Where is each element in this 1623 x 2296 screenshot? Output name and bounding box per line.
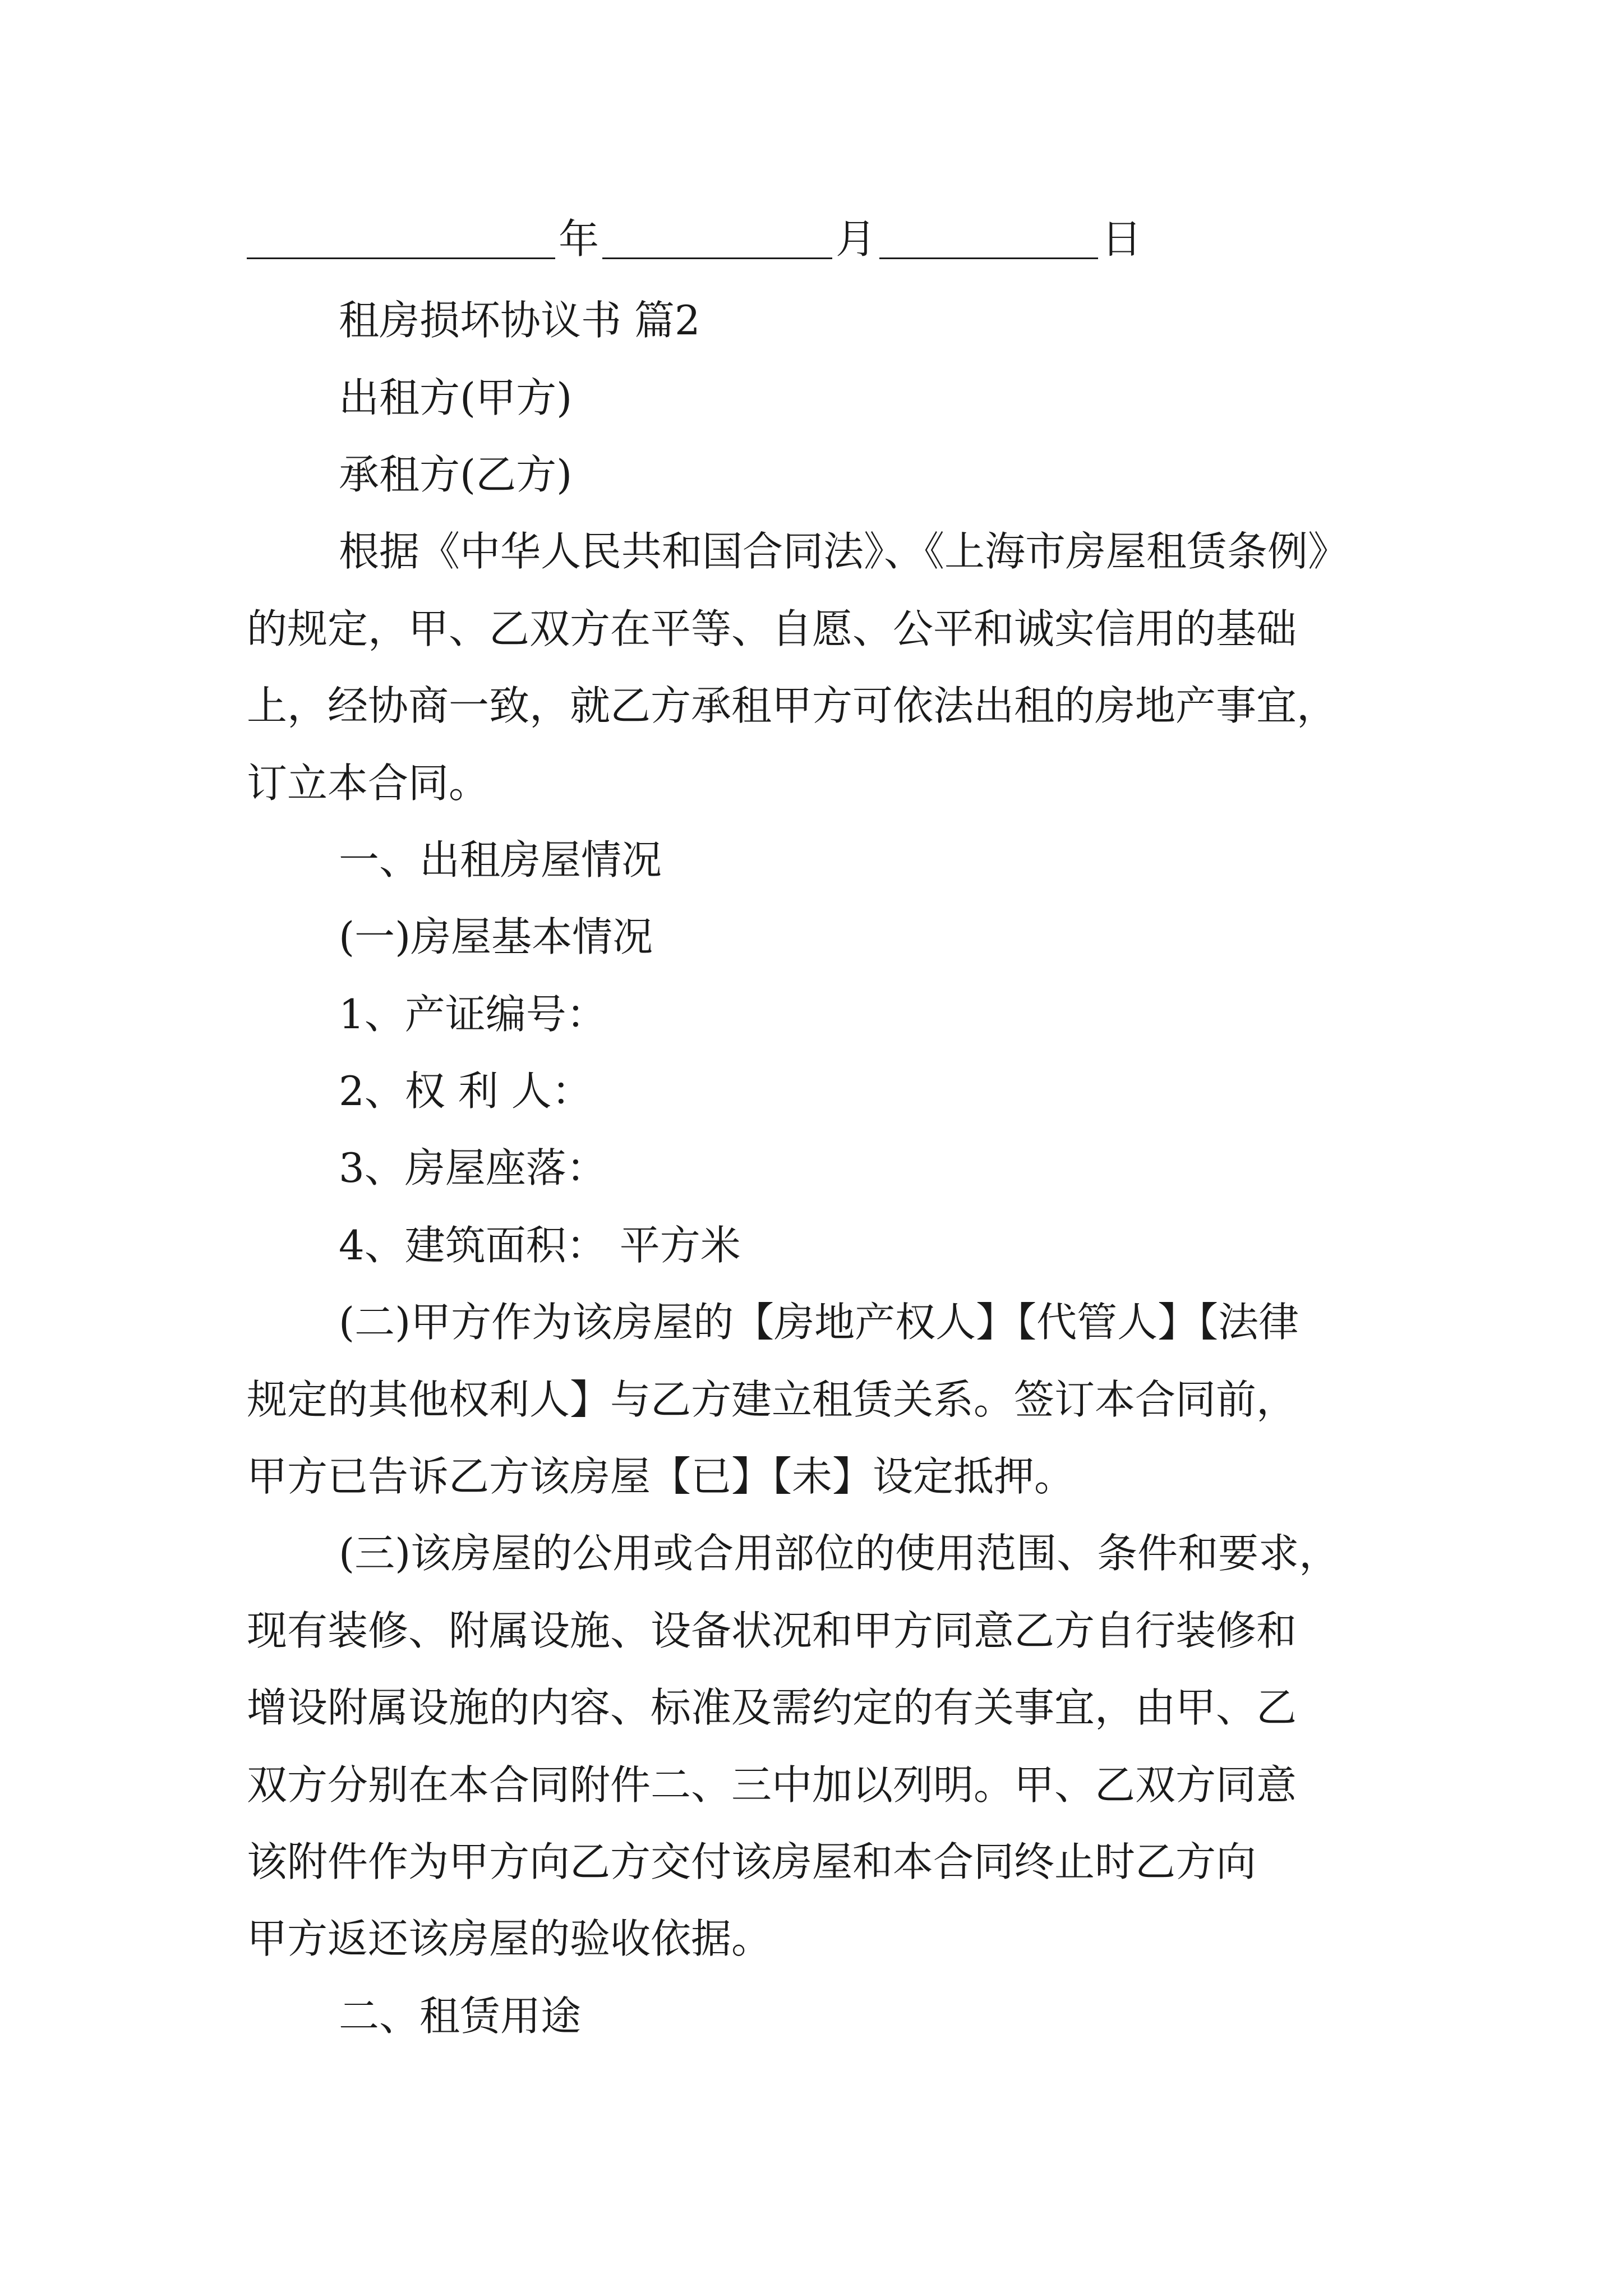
paragraph-line: 双方分别在本合同附件二、三中加以列明。甲、乙双方同意 (247, 1761, 1297, 1809)
paragraph-line: (二)甲方作为该房屋的【房地产权人】【代管人】【法律 (339, 1299, 1299, 1346)
day-blank (879, 224, 1098, 259)
paragraph-line: 增设附属设施的内容、标准及需约定的有关事宜，由甲、乙 (247, 1684, 1297, 1731)
heading: 二、租赁用途 (339, 1993, 582, 2040)
list-item: 1、产证编号： (339, 991, 607, 1038)
year-blank (247, 224, 555, 259)
heading: 一、出租房屋情况 (339, 836, 662, 884)
month-blank (602, 224, 832, 259)
lessee-label: 承租方(乙方) (339, 451, 573, 498)
paragraph-line: 甲方已告诉乙方该房屋【已】【未】设定抵押。 (247, 1453, 1075, 1500)
paragraph-line: 甲方返还该房屋的验收依据。 (247, 1915, 772, 1962)
paragraph-line: 上，经协商一致，就乙方承租甲方可依法出租的房地产事宜， (247, 682, 1338, 729)
paragraph-line: (三)该房屋的公用或合用部位的使用范围、条件和要求， (339, 1530, 1340, 1577)
paragraph-line: 订立本合同。 (247, 760, 490, 807)
paragraph-line: 规定的其他权利人】与乙方建立租赁关系。签订本合同前， (247, 1376, 1297, 1423)
list-item: 2、权 利 人： (339, 1068, 592, 1115)
day-label: 日 (1101, 215, 1142, 263)
paragraph-line: 的规定，甲、乙双方在平等、自愿、公平和诚实信用的基础 (247, 605, 1297, 652)
paragraph-line: 该附件作为甲方向乙方交付该房屋和本合同终止时乙方向 (247, 1838, 1257, 1885)
list-item: 4、建筑面积： 平方米 (339, 1222, 741, 1269)
lessor-label: 出租方(甲方) (339, 374, 573, 421)
paragraph-line: 现有装修、附属设施、设备状况和甲方同意乙方自行装修和 (247, 1607, 1297, 1654)
section-title: 租房损坏协议书 篇2 (339, 297, 700, 344)
month-label: 月 (836, 215, 877, 263)
year-label: 年 (559, 215, 600, 263)
subheading: (一)房屋基本情况 (339, 913, 653, 960)
date-signature-line (247, 215, 1145, 263)
paragraph-line: 根据《中华人民共和国合同法》、《上海市房屋租赁条例》 (339, 528, 1349, 575)
list-item: 3、房屋座落： (339, 1144, 607, 1191)
